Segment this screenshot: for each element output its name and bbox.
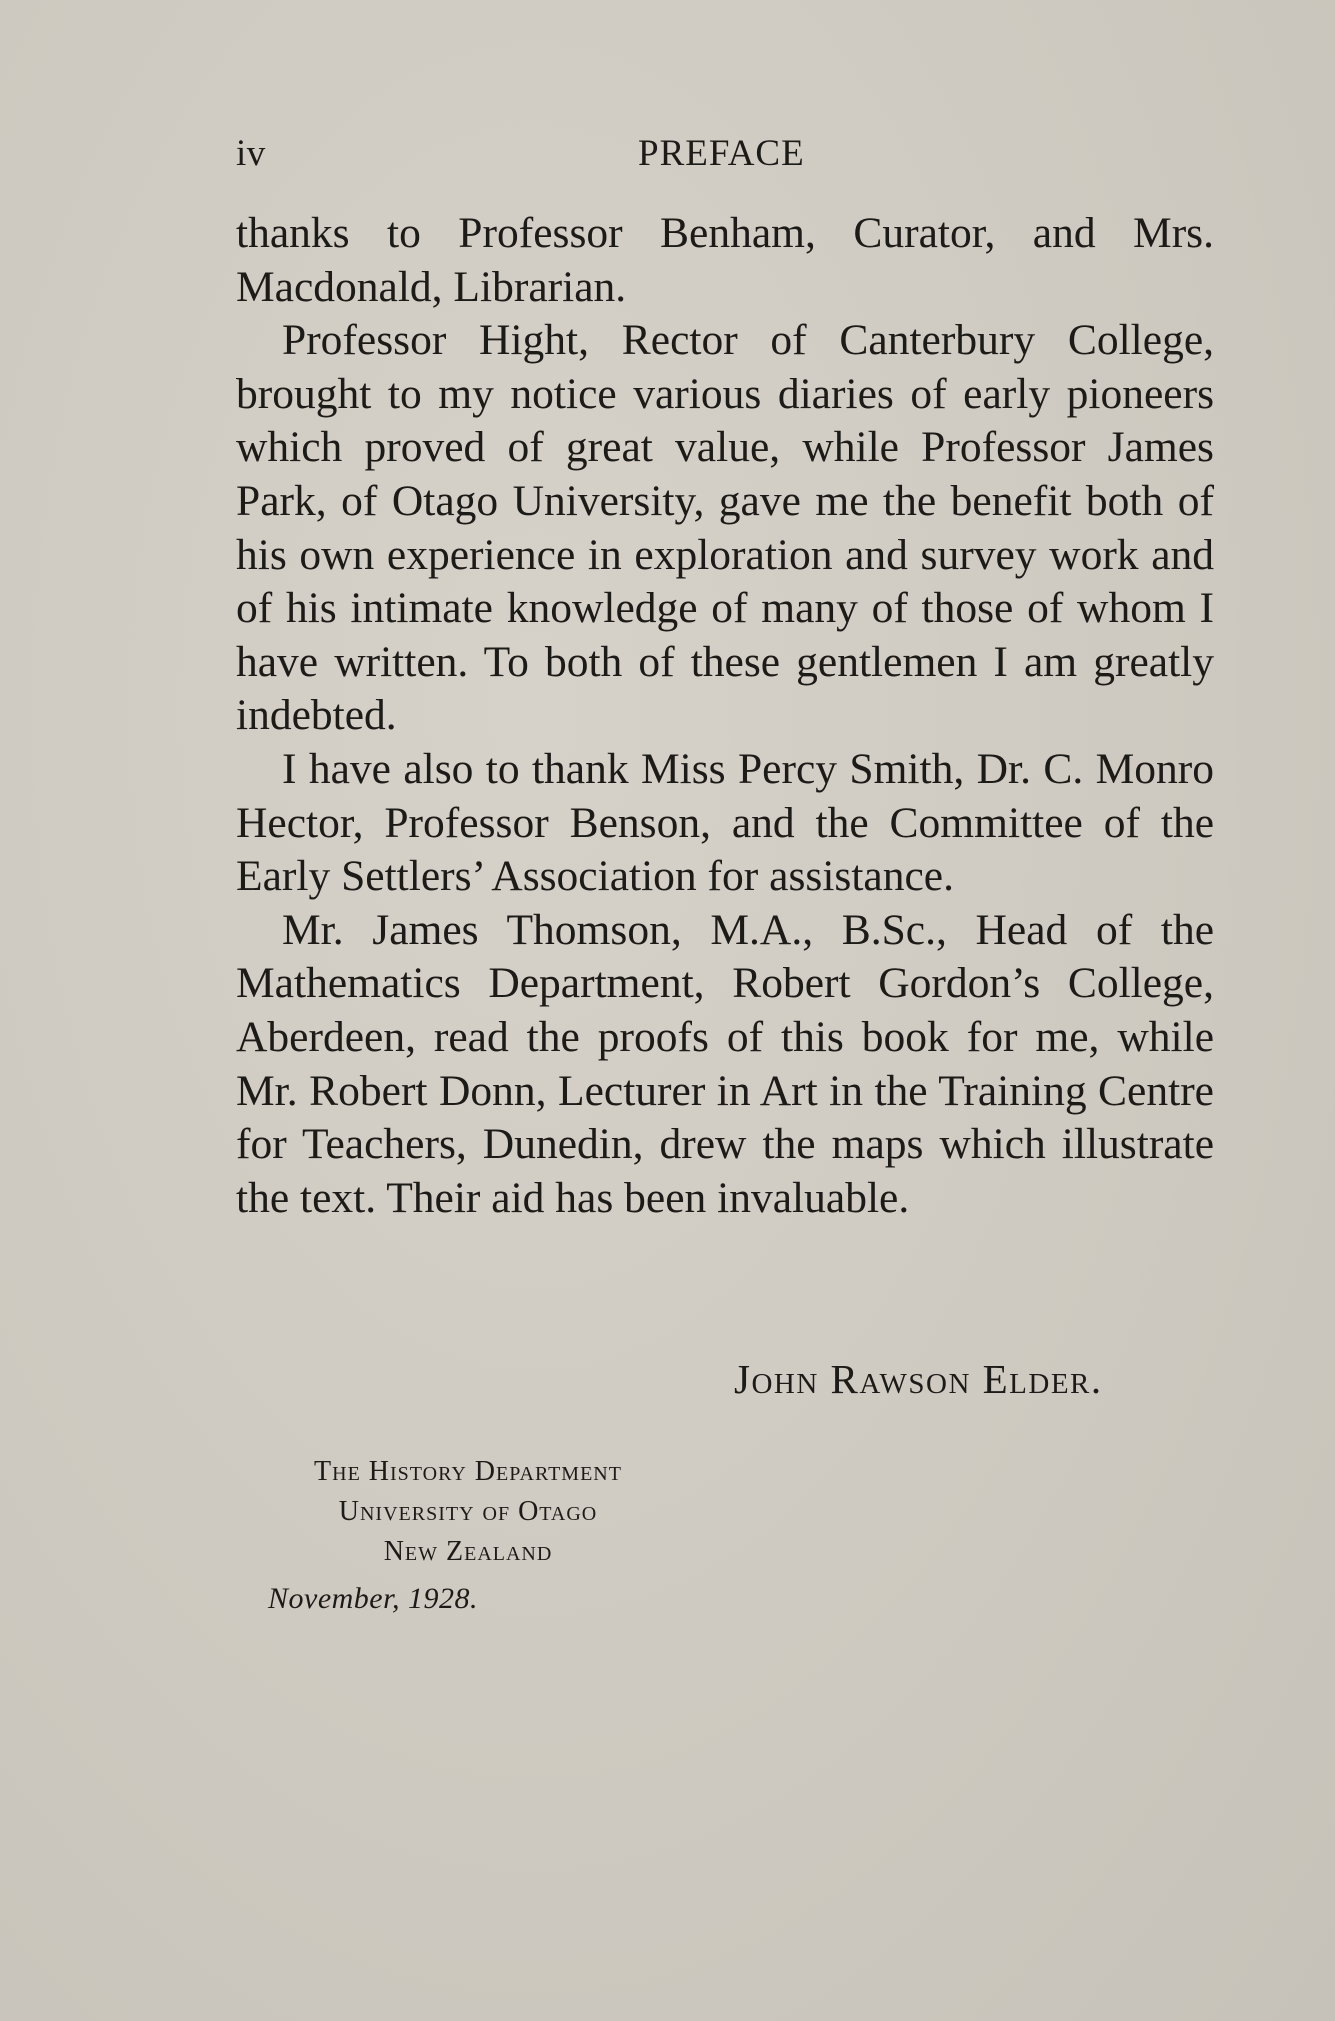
paragraph-thanks: I have also to thank Miss Percy Smith, Dr. C. Monro Hector, Professor Benson, and the Committee of the Early Settlers’ Association for assistance.	[236, 744, 1214, 901]
author-address	[268, 1452, 668, 1572]
running-title: PREFACE	[638, 133, 805, 174]
paragraph-thomson-donn: Mr. James Thomson, M.A., B.Sc., Head of the Mathematics Department, Robert Gordon’s College, Aberdeen, read the proofs of this book for me, while Mr. Robert Donn, Lecturer in Art in the Training Centre for Teachers, Dunedin, drew the maps which illustrate the text. Their aid has been invaluable.	[236, 905, 1214, 1222]
paragraph-continued: thanks to Professor Benham, Curator, and Mrs. Macdonald, Librarian.	[236, 209, 1214, 311]
page-number: iv	[236, 133, 266, 174]
address-line-department: The History Department	[314, 1456, 622, 1487]
address-line-university: University of Otago	[338, 1496, 598, 1527]
running-head	[236, 132, 1214, 182]
paragraph-hight-park: Professor Hight, Rector of Canterbury College, brought to my notice various diaries of early pioneers which proved of great value, while Professor James Park, of Otago University, gave me the benefit both of his own experience in exploration and survey work and of his intimate knowledge of many of those of whom I have written. To both of these gentlemen I am greatly indebted.	[236, 316, 1214, 740]
address-line-country: New Zealand	[383, 1536, 553, 1567]
preface-body	[236, 207, 1214, 1225]
author-signature: John Rawson Elder.	[734, 1356, 1103, 1402]
preface-date: November, 1928.	[268, 1582, 478, 1615]
